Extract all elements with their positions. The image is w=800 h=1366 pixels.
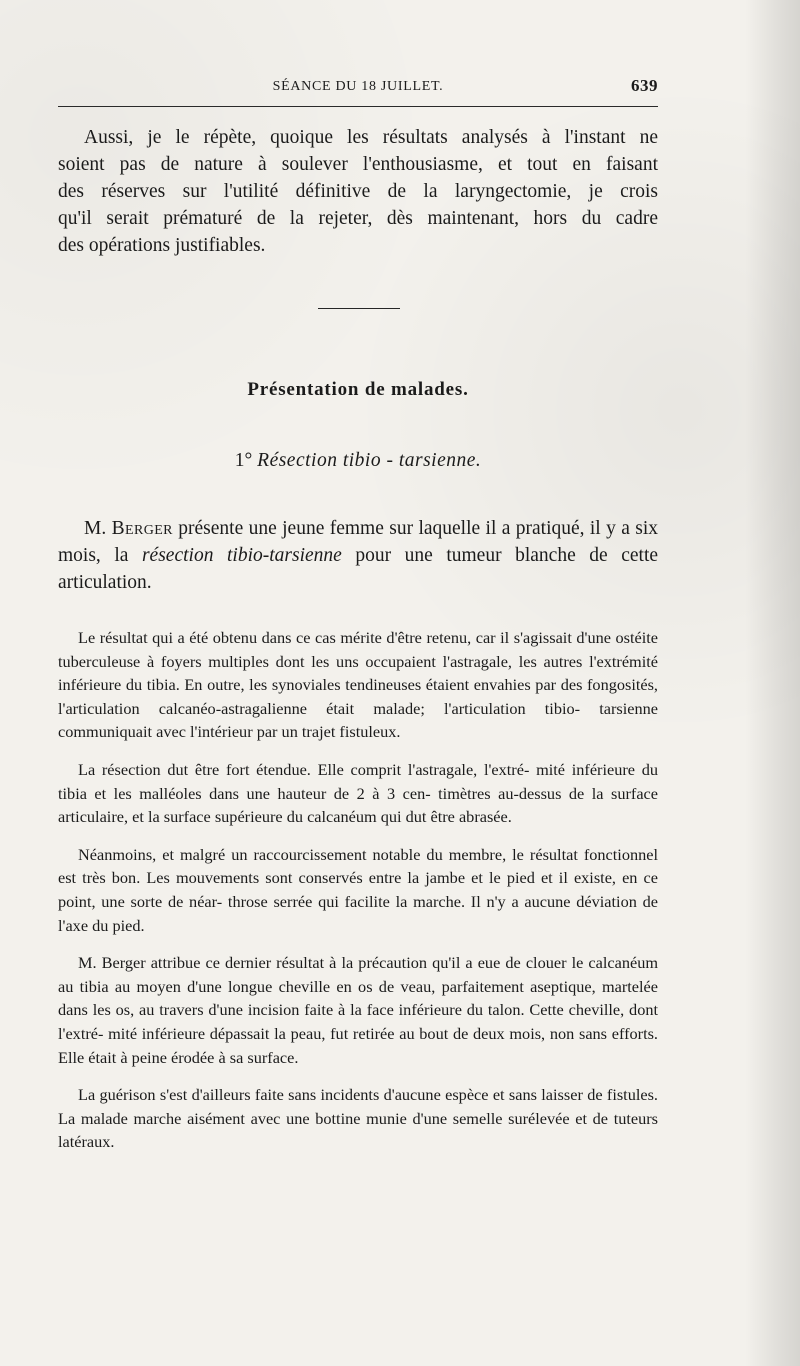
body-line: outre, les synoviales tendineuses étaient envahies par des fongosités, bbox=[207, 675, 659, 695]
body-line: clouer le calcanéum au tibia au moyen d'une longue cheville en os de bbox=[58, 953, 659, 996]
presentation-text-1: présente une jeune femme sur laquelle il a pratiqué, il y a six mois, la bbox=[58, 518, 659, 566]
body-line: M. Berger attribue ce dernier résultat à la précaution qu'il a eue de bbox=[78, 953, 521, 973]
body-line: sans laisser de fistules. La malade marche aisément avec une bottine bbox=[58, 1085, 659, 1128]
body-line: La guérison s'est d'ailleurs faite sans incidents d'aucune espèce et bbox=[78, 1085, 505, 1105]
body-line: incision faite à la face inférieure du talon. Cette cheville, dont l'extré- bbox=[58, 1000, 658, 1043]
intro-line: des réserves sur l'utilité définitive de la laryngectomie, je crois bbox=[58, 181, 658, 202]
intro-line: qu'il serait prématuré de la rejeter, dès maintenant, hors du cadre bbox=[58, 208, 658, 229]
page-number: 639 bbox=[631, 76, 658, 95]
presentation-italic: résection tibio-tarsienne bbox=[141, 545, 342, 566]
body-line: du pied. bbox=[92, 915, 145, 935]
body-line: du calcanéum qui dut être abrasée. bbox=[286, 807, 512, 827]
body-line: munie d'une semelle surélevée et de tuteurs latéraux. bbox=[58, 1108, 659, 1152]
body-line: La résection dut être fort étendue. Elle comprit l'astragale, l'extré- bbox=[78, 759, 530, 779]
body-line: timètres au-dessus de la surface articulaire, et la surface supérieure bbox=[58, 783, 658, 827]
body-line: non sans efforts. Elle était à peine érodée à sa surface. bbox=[58, 1023, 658, 1067]
presentation-text-2: pour une tumeur blanche de cette articulation. bbox=[58, 545, 659, 593]
intro-paragraph bbox=[58, 124, 658, 259]
body-line: entre la jambe et le pied et il existe, en ce point, une sorte de néar- bbox=[58, 868, 658, 911]
body-line: occupaient l'astragale, les autres l'extrémité inférieure du tibia. En bbox=[58, 651, 658, 695]
page-header bbox=[58, 76, 658, 98]
header-rule bbox=[58, 106, 658, 107]
body-text bbox=[58, 626, 658, 1154]
presentation-prefix: M. bbox=[84, 518, 107, 539]
body-line: s'agissait d'une ostéite tuberculeuse à foyers multiples dont les uns bbox=[58, 628, 658, 671]
body-paragraph bbox=[58, 626, 658, 744]
body-line: throse serrée qui facilite la marche. Il n'y a aucune déviation de l'axe bbox=[58, 891, 658, 935]
subtitle-number: 1° bbox=[234, 450, 253, 471]
intro-line: Aussi, je le répète, quoique les résultats analysés à l'instant ne bbox=[84, 127, 658, 148]
body-paragraph bbox=[58, 951, 658, 1069]
body-paragraph bbox=[58, 1083, 658, 1154]
running-head: SÉANCE DU 18 JUILLET. bbox=[272, 79, 444, 94]
intro-line: des opérations justifiables. bbox=[58, 235, 266, 256]
subtitle-text: Résection tibio - tarsienne. bbox=[257, 450, 482, 471]
body-line: Néanmoins, et malgré un raccourcissement notable du membre, le bbox=[78, 844, 524, 864]
body-line: résultat fonctionnel est très bon. Les mouvements sont conservés bbox=[58, 844, 658, 888]
sub-title bbox=[58, 450, 658, 472]
presentation-paragraph bbox=[58, 515, 658, 596]
presenter-name: Berger bbox=[111, 518, 173, 539]
section-separator bbox=[318, 308, 400, 309]
body-line: Le résultat qui a été obtenu dans ce cas mérite d'être retenu, car il bbox=[78, 628, 510, 647]
presentation-text bbox=[58, 515, 658, 596]
body-paragraph bbox=[58, 843, 658, 937]
body-line: mité inférieure du tibia et les malléoles dans une hauteur de 2 à 3 cen- bbox=[58, 759, 658, 803]
intro-line: soient pas de nature à soulever l'enthousiasme, et tout en faisant bbox=[58, 154, 658, 175]
body-line: mité inférieure dépassait la peau, fut retirée au bout de deux mois, bbox=[108, 1023, 546, 1043]
body-line: veau, parfaitement aseptique, martelée dans les os, au travers d'une bbox=[58, 976, 658, 1020]
section-title: Présentation de malades. bbox=[247, 379, 469, 400]
body-line: l'articulation calcanéo-astragalienne était malade; l'articulation tibio- bbox=[58, 698, 581, 718]
body-line: tarsienne communiquait avec l'intérieur par un trajet fistuleux. bbox=[58, 698, 658, 742]
body-paragraph bbox=[58, 758, 658, 829]
